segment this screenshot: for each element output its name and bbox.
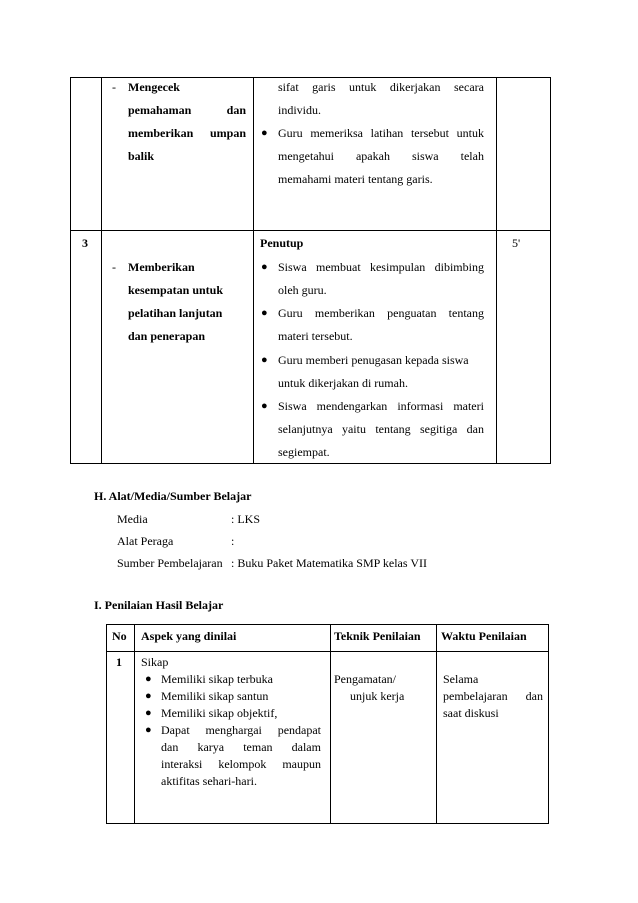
header-time: Waktu Penilaian	[441, 629, 527, 643]
closing-line: materi tersebut.	[278, 329, 353, 343]
aspect-title: Sikap	[141, 655, 169, 669]
bullet-icon: ●	[261, 354, 268, 366]
tools-value: :	[231, 534, 235, 548]
header-technique: Teknik Penilaian	[334, 629, 421, 643]
closing-line: selanjutnya yaitu tentang segitiga dan	[278, 422, 484, 436]
activity-line: balik	[128, 149, 155, 163]
bullet-icon: ●	[145, 690, 152, 702]
column-divider	[134, 625, 135, 823]
aspect-item: Dapat menghargai pendapat	[161, 723, 321, 737]
section-i-heading: I. Penilaian Hasil Belajar	[94, 598, 224, 612]
technique-line: unjuk kerja	[350, 689, 405, 703]
header-aspect: Aspek yang dinilai	[141, 629, 237, 643]
bullet-icon: ●	[261, 307, 268, 319]
row-divider	[71, 230, 550, 231]
header-no: No	[112, 629, 127, 643]
row-number: 1	[116, 655, 122, 669]
column-divider	[101, 78, 102, 463]
duration: 5'	[512, 236, 521, 250]
column-divider	[330, 625, 331, 823]
row-divider	[107, 651, 548, 652]
closing-line: Siswa membuat kesimpulan dibimbing	[278, 260, 484, 274]
column-divider	[496, 78, 497, 463]
column-divider	[436, 625, 437, 823]
aspect-item: Memiliki sikap objektif,	[161, 706, 278, 720]
tools-label: Sumber Pembelajaran	[117, 556, 223, 570]
detail-line: Guru memeriksa latihan tersebut untuk	[278, 126, 484, 140]
time-line: pembelajaran dan	[443, 689, 543, 703]
detail-line: memahami materi tentang garis.	[278, 172, 433, 186]
aspect-continuation: dan karya teman dalam	[161, 740, 321, 754]
bullet-icon: ●	[145, 724, 152, 736]
section-h-heading: H. Alat/Media/Sumber Belajar	[94, 489, 252, 503]
tools-value: : Buku Paket Matematika SMP kelas VII	[231, 556, 427, 570]
closing-line: segiempat.	[278, 445, 330, 459]
dash-marker: -	[112, 260, 116, 274]
column-divider	[253, 78, 254, 463]
detail-line: individu.	[278, 103, 322, 117]
closing-line: Siswa mendengarkan informasi materi	[278, 399, 484, 413]
dash-marker: -	[112, 80, 116, 94]
activity-line: Memberikan	[128, 260, 195, 274]
tools-value: : LKS	[231, 512, 261, 526]
activity-line: pemahaman dan	[128, 103, 246, 117]
row-number: 3	[82, 236, 88, 250]
aspect-item: Memiliki sikap terbuka	[161, 672, 273, 686]
closing-line: oleh guru.	[278, 283, 327, 297]
detail-line: mengetahui apakah siswa telah	[278, 149, 484, 163]
closing-line: Guru memberi penugasan kepada siswa	[278, 353, 469, 367]
closing-line: Guru memberikan penguatan tentang	[278, 306, 484, 320]
bullet-icon: ●	[261, 127, 268, 139]
activity-line: Mengecek	[128, 80, 180, 94]
bullet-icon: ●	[145, 673, 152, 685]
tools-label: Alat Peraga	[117, 534, 174, 548]
closing-line: untuk dikerjakan di rumah.	[278, 376, 408, 390]
aspect-continuation: interaksi kelompok maupun	[161, 757, 321, 771]
time-line: Selama	[443, 672, 479, 686]
bullet-icon: ●	[261, 261, 268, 273]
activity-line: memberikan umpan	[128, 126, 246, 140]
aspect-item: Memiliki sikap santun	[161, 689, 269, 703]
tools-label: Media	[117, 512, 148, 526]
activity-line: kesempatan untuk	[128, 283, 224, 297]
technique-line: Pengamatan/	[334, 672, 396, 686]
detail-line: sifat garis untuk dikerjakan secara	[278, 80, 484, 94]
time-line: saat diskusi	[443, 706, 499, 720]
aspect-continuation: aktifitas sehari-hari.	[161, 774, 257, 788]
phase-label: Penutup	[260, 236, 304, 250]
bullet-icon: ●	[261, 400, 268, 412]
activity-line: dan penerapan	[128, 329, 206, 343]
bullet-icon: ●	[145, 707, 152, 719]
activity-line: pelatihan lanjutan	[128, 306, 223, 320]
